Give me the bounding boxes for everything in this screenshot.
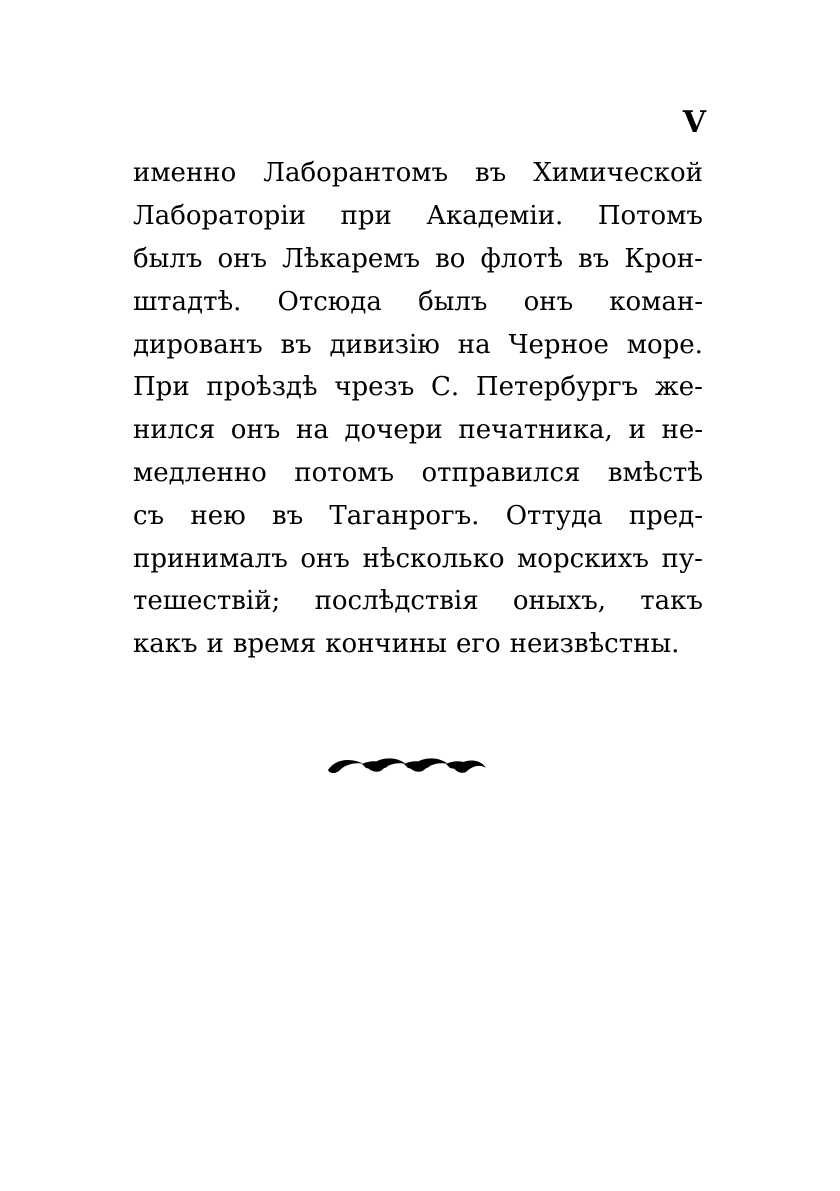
text-word: морскихъ: [517, 543, 649, 574]
page-number: V: [682, 105, 706, 140]
text-word: дивизію: [329, 329, 440, 360]
text-word: пред-: [628, 500, 703, 531]
text-word: въ: [578, 243, 610, 274]
text-line: [133, 494, 703, 537]
text-word: дированъ: [133, 329, 263, 360]
text-word: проѣздѣ: [206, 372, 318, 403]
text-line: [133, 195, 703, 238]
text-word: оныхъ,: [512, 586, 607, 617]
text-word: не-: [661, 415, 703, 446]
text-word: тешествій;: [133, 586, 281, 617]
text-word: именно: [133, 158, 237, 189]
text-line: [133, 366, 703, 409]
text-word: флотѣ: [480, 243, 564, 274]
text-word: въ: [280, 329, 312, 360]
text-word: вмѣстѣ: [607, 457, 703, 488]
text-word: послѣдствія: [314, 586, 479, 617]
text-line: [133, 323, 703, 366]
text-word: чрезъ: [334, 372, 415, 403]
text-word: и: [628, 415, 646, 446]
text-line: [133, 409, 703, 452]
ornament-tailpiece-icon: [326, 748, 488, 778]
text-word: же-: [654, 372, 703, 403]
text-line: [133, 152, 703, 195]
text-word: дочери: [344, 415, 443, 446]
text-word: неизвѣстны.: [509, 629, 680, 660]
text-word: на: [295, 415, 329, 446]
text-word: Черное: [508, 329, 609, 360]
text-word: Отсюда: [277, 286, 382, 317]
text-word: отправился: [421, 457, 581, 488]
text-word: время: [232, 629, 317, 660]
text-word: море.: [626, 329, 703, 360]
text-word: Лаборантомъ: [263, 158, 449, 189]
text-word: Академіи.: [426, 201, 564, 232]
text-word: съ: [133, 500, 165, 531]
text-word: принималъ: [133, 543, 288, 574]
text-word: былъ: [418, 286, 488, 317]
text-word: въ: [271, 500, 304, 531]
text-word: Химической: [533, 158, 703, 189]
text-word: онъ: [523, 286, 574, 317]
text-word: Лабораторіи: [133, 201, 306, 232]
text-word: былъ: [133, 243, 203, 274]
body-text: [133, 152, 703, 666]
text-word: Петербургъ: [475, 372, 639, 403]
text-word: Лѣкаремъ: [282, 243, 421, 274]
text-line: [133, 623, 703, 666]
text-word: его: [455, 629, 501, 660]
text-word: на: [457, 329, 491, 360]
text-word: нею: [190, 500, 246, 531]
text-word: кончины: [325, 629, 447, 660]
text-word: С.: [431, 372, 460, 403]
text-word: какъ: [133, 629, 198, 660]
text-line: [133, 537, 703, 580]
text-word: такъ: [640, 586, 703, 617]
text-word: штадтѣ.: [133, 286, 242, 317]
text-word: и: [206, 629, 224, 660]
text-word: Таганрогъ.: [329, 500, 480, 531]
text-word: При: [133, 372, 190, 403]
text-word: Оттуда: [505, 500, 603, 531]
text-word: нился: [133, 415, 216, 446]
text-word: Потомъ: [597, 201, 703, 232]
text-word: при: [340, 201, 392, 232]
text-word: онъ: [230, 415, 281, 446]
text-word: потомъ: [294, 457, 395, 488]
text-word: нѣсколько: [362, 543, 505, 574]
text-word: коман-: [609, 286, 703, 317]
text-word: онъ: [217, 243, 268, 274]
text-word: въ: [475, 158, 507, 189]
text-word: медленно: [133, 457, 267, 488]
text-word: пу-: [661, 543, 703, 574]
text-line: [133, 280, 703, 323]
text-word: онъ: [300, 543, 350, 574]
text-line: [133, 452, 703, 495]
text-word: печатника,: [458, 415, 613, 446]
text-line: [133, 580, 703, 623]
text-word: Крон-: [624, 243, 703, 274]
text-line: [133, 238, 703, 281]
text-word: во: [435, 243, 466, 274]
